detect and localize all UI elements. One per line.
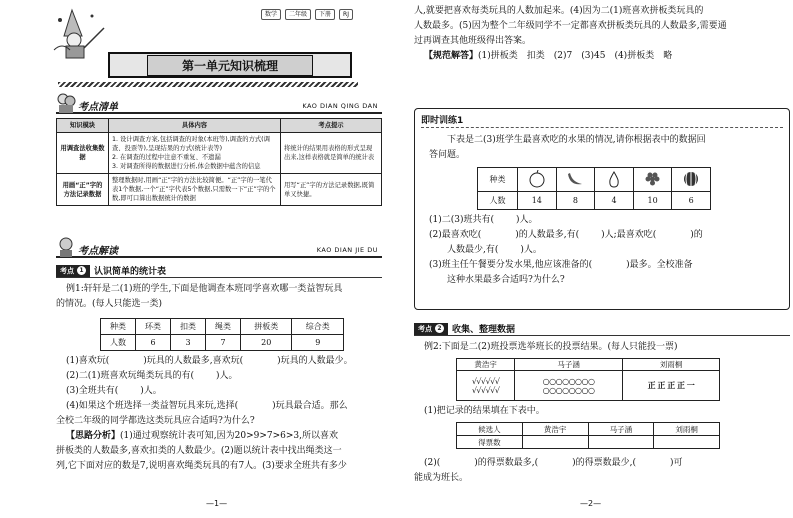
hint-cell: 将统计的结果用表格的形式呈现出来,这样表格就是简单的统计表 xyxy=(281,133,382,174)
table-cell: 人数 xyxy=(101,335,136,351)
table-row xyxy=(57,174,382,206)
kaodian-badge: 考点 1 xyxy=(56,265,90,277)
practice-title: 即时训练1 xyxy=(421,116,464,126)
checklist-title-en: KAO DIAN QING DAN xyxy=(302,102,378,110)
table-cell: 8 xyxy=(556,192,595,210)
table-cell: 6 xyxy=(672,192,711,210)
table-header: 具体内容 xyxy=(109,119,281,133)
knowledge-table xyxy=(56,118,382,206)
content-line: 2. 在调查的过程中注意不重复、不遗漏 xyxy=(112,154,221,161)
pear-icon xyxy=(605,170,623,188)
table-cell xyxy=(522,436,588,449)
table-cell: 刘雨桐 xyxy=(654,423,720,436)
point-1-row xyxy=(56,264,382,278)
table-cell: 扣类 xyxy=(171,319,206,335)
header-tag: 下册 xyxy=(315,9,335,20)
table-header: 考点提示 xyxy=(281,119,382,133)
watermelon-icon xyxy=(682,170,700,188)
table-cell: 4 xyxy=(595,192,634,210)
practice-questions: (1)二(3)班共有( )人。 (2)最喜欢吃( )的人数最多,有( )人;最喜欢吃( )的 人数最少,有( )人。 (3)班主任午餐要分发水果,他应该准备的( )最多。全校准备 这种水果最多合适吗?为什么? xyxy=(429,215,703,285)
header-tags xyxy=(261,9,353,20)
table-cell: 黄浩宇 xyxy=(522,423,588,436)
table-cell: 6 xyxy=(136,335,171,351)
hint-cell: 用写“正”字的方法记录数据,既简单又快捷。 xyxy=(281,174,382,206)
table-cell xyxy=(588,436,654,449)
table-cell: 14 xyxy=(518,192,557,210)
kids-icon xyxy=(56,236,76,258)
table-cell: 正 正 正 正 一 xyxy=(622,371,719,401)
content-line: 3. 对调查所得的数据进行分析,体会数据中蕴含的信息 xyxy=(112,163,261,170)
table-cell: 拼板类 xyxy=(241,319,292,335)
table-cell: 种类 xyxy=(478,168,518,192)
table-header: 知识模块 xyxy=(57,119,109,133)
vote-record-table xyxy=(456,358,720,401)
header-tag: 数学 xyxy=(261,9,281,20)
kaodian-badge: 考点 2 xyxy=(414,323,448,335)
table-cell: 马子涵 xyxy=(515,359,623,371)
table-cell: √√√√√√ √√√√√√ xyxy=(457,371,515,401)
table-cell: 10 xyxy=(633,192,672,210)
example-2-q1: (1)把记录的结果填在下表中。 xyxy=(424,406,545,416)
analysis-title: 考点解读 xyxy=(78,246,118,257)
right-page xyxy=(400,0,793,518)
header-tag: 二年级 xyxy=(285,9,311,20)
table-cell: 刘雨桐 xyxy=(622,359,719,371)
table-cell xyxy=(556,168,595,192)
table-cell: 种类 xyxy=(101,319,136,335)
grape-icon xyxy=(644,170,662,188)
table-cell xyxy=(672,168,711,192)
table-cell: 候选人 xyxy=(457,423,523,436)
table-cell: ○○○○○○○○ ○○○○○○○○ xyxy=(515,371,623,401)
table-cell: 环类 xyxy=(136,319,171,335)
toy-table xyxy=(100,318,344,351)
table-cell: 人数 xyxy=(478,192,518,210)
point-2-title: 收集、整理数据 xyxy=(452,325,516,335)
module-cell: 用调查法收集数据 xyxy=(57,133,109,174)
table-cell: 黄浩宇 xyxy=(457,359,515,371)
table-cell: 绳类 xyxy=(206,319,241,335)
vote-result-table xyxy=(456,422,720,449)
table-cell xyxy=(518,168,557,192)
table-cell xyxy=(654,436,720,449)
table-cell: 3 xyxy=(171,335,206,351)
fruit-table xyxy=(477,167,711,210)
unit-title: 第一单元知识梳理 xyxy=(147,55,313,76)
point-2-row xyxy=(414,322,790,336)
analysis-title-en: KAO DIAN JIE DU xyxy=(316,246,378,254)
table-cell xyxy=(595,168,634,192)
example-2-text: 例2:下面是二(2)班投票选举班长的投票结果。(每人只能投一票) xyxy=(424,342,678,352)
analysis-continued: 人,就要把喜欢每类玩具的人数加起来。(4)因为二(1)班喜欢拼板类玩具的 人数最多。(5)因为整个二年级同学不一定都喜欢拼板类玩具的人数最多,需要通 过再调查其他班级得出答案。 【规范解答】(1)拼板类 扣类 (2)7 (3)45 (4)拼板类 略 xyxy=(414,6,727,61)
table-row xyxy=(57,133,382,174)
table-cell: 9 xyxy=(292,335,344,351)
module-cell: 用画“正”字的方法记录数据 xyxy=(57,174,109,206)
practice-box xyxy=(414,108,790,310)
page-number: —2— xyxy=(580,499,602,508)
example-2-q2: (2)( )的得票数最多,( )的得票数最少,( )可 能成为班长。 xyxy=(414,458,683,483)
checklist-header xyxy=(56,96,382,114)
practice-intro: 下表是二(3)班学生最喜欢吃的水果的情况,请你根据表中的数据回 答问题。 xyxy=(429,135,706,160)
content-cell: 整理数据时,用画“正”字的方法比较简便。“正”字的一笔代表1个数据,一个“正”字代表5个数据,只需数一下“正”字的个数,即可口算出数据统计的数据 xyxy=(109,174,281,206)
table-cell xyxy=(633,168,672,192)
header-tag: RJ xyxy=(339,9,353,20)
apple-icon xyxy=(528,170,546,188)
wizard-mascot-icon xyxy=(52,6,110,60)
content-line: 1. 设计调查方案,包括调查的对象(本班等),调查的方式(调查、投票等),呈现结果的方式(统计表等) xyxy=(112,136,270,152)
table-cell: 7 xyxy=(206,335,241,351)
point-1-title: 认识简单的统计表 xyxy=(94,267,167,277)
analysis-header xyxy=(56,240,382,258)
unit-title-box xyxy=(108,52,352,78)
table-cell: 20 xyxy=(241,335,292,351)
content-cell xyxy=(109,133,281,174)
table-cell: 得票数 xyxy=(457,436,523,449)
page-number: —1— xyxy=(206,499,228,508)
banana-icon xyxy=(566,170,584,188)
table-cell: 综合类 xyxy=(292,319,344,335)
example-1-text: 例1:轩轩是二(1)班的学生,下面是他调查本班同学喜欢哪一类益智玩具 的情况。(每人只能选一类) xyxy=(56,284,343,309)
table-cell: 马子涵 xyxy=(588,423,654,436)
kids-icon xyxy=(56,92,76,114)
decorative-stripe xyxy=(58,82,358,87)
checklist-title: 考点清单 xyxy=(78,102,118,113)
example-1-questions: (1)喜欢玩( )玩具的人数最多,喜欢玩( )玩具的人数最少。 (2)二(1)班喜欢玩绳类玩具的有( )人。 (3)全班共有( )人。 (4)如果这个班选择一类益智玩具来玩,选择( )玩具最合适。那么 全校二年级的同学都选这类玩具应合适吗?为什么? 【思路分析】(1)通过观察统计表可知,因为20>9>7>6>3,所以喜欢 拼板类的人数最多,喜欢扣类的人数最少。(2)题以统计表中找出绳类这一 列,它下面对应的数是7,说明喜欢绳类玩具的有7人。(3)要求全班共有多少 xyxy=(56,356,353,471)
